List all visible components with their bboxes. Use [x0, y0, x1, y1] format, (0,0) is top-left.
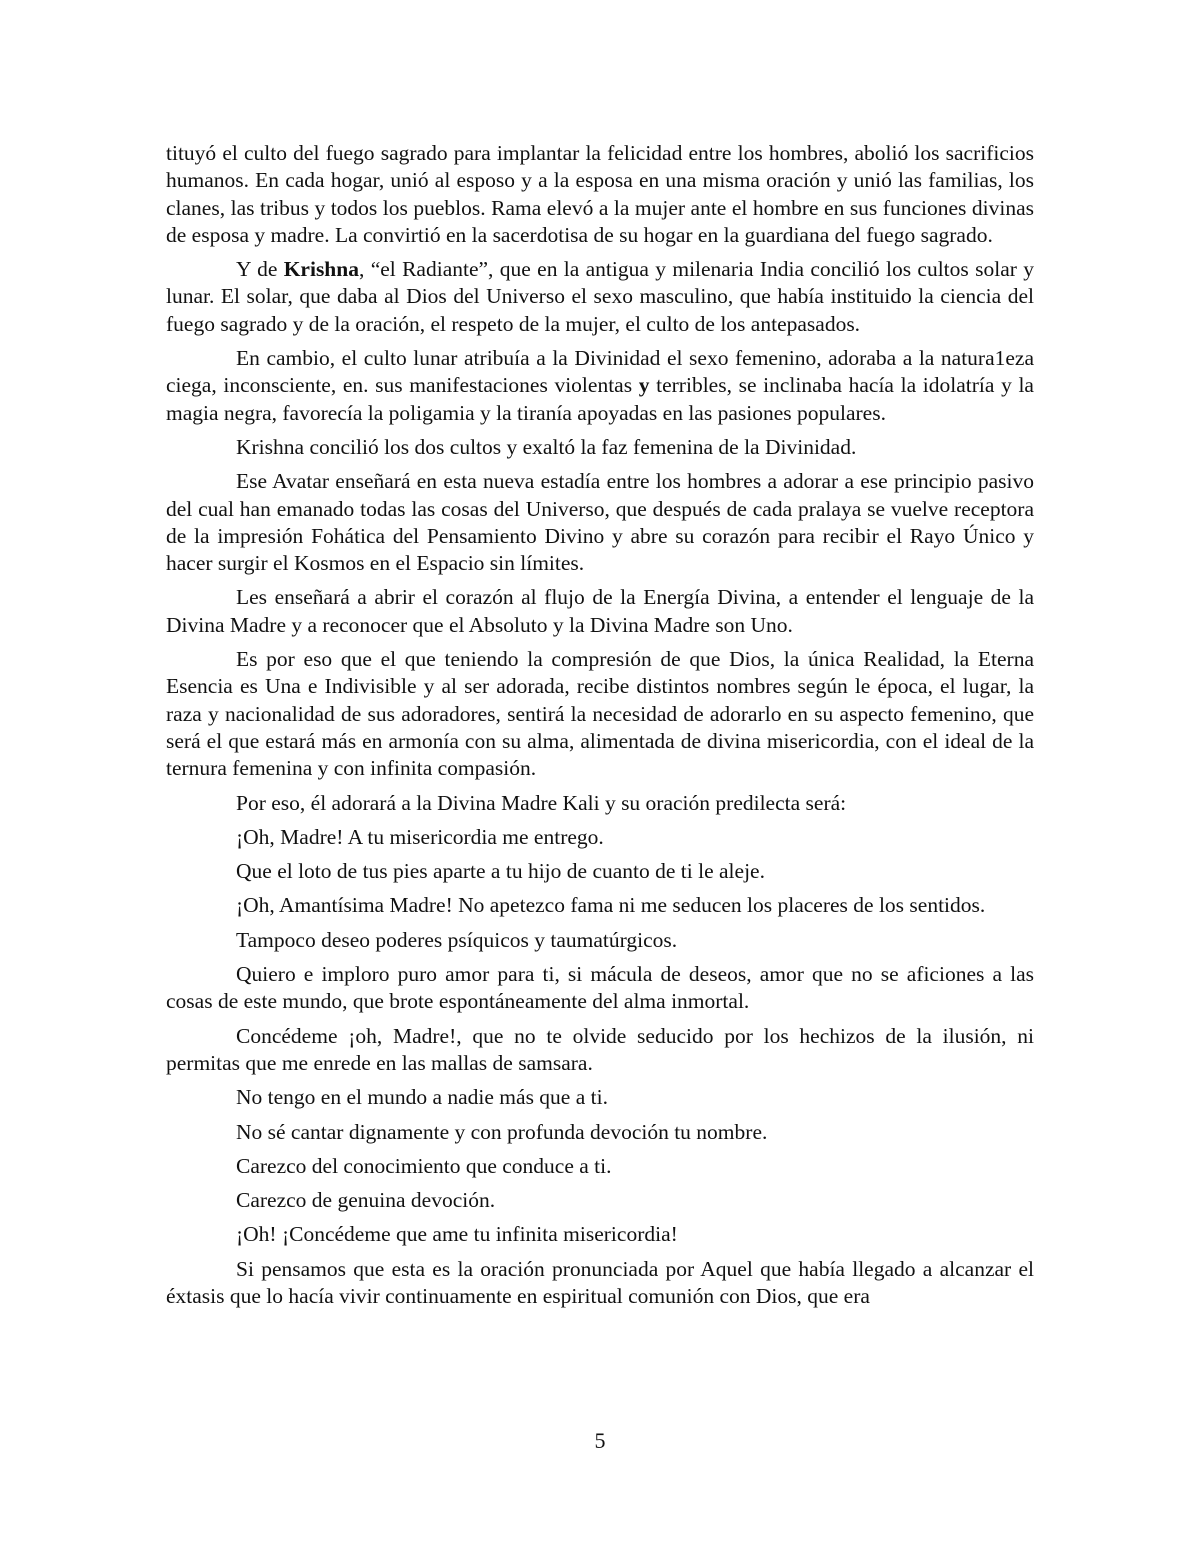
- paragraph-3-lunar-cult: [166, 345, 1034, 427]
- prayer-line-1: ¡Oh, Madre! A tu misericordia me entrego.: [236, 824, 604, 849]
- paragraph-2-rest: , “el Radiante”, que en la antigua y milenaria India concilió los cultos solar y lunar. El solar, que daba al Dios del Universo el sexo masculino, que había instituido la ciencia del fuego sagrado y de la oración, el respeto de la mujer, el culto de los antepasados.: [166, 257, 1034, 336]
- prayer-line-8: No sé cantar dignamente y con profunda devoción tu nombre.: [236, 1119, 768, 1144]
- paragraph-1: tituyó el culto del fuego sagrado para implantar la felicidad entre los hombres, abolió los sacrificios humanos. En cada hogar, unió al esposo y a la esposa en una misma oración y unió las familias, los clanes, las tribus y todos los pueblos. Rama elevó a la mujer ante el hombre en sus funciones divinas de esposa y madre. La convirtió en la sacerdotisa de su hogar en la guardiana del fuego sagrado.: [166, 141, 1034, 247]
- paragraph-5: Ese Avatar enseñará en esta nueva estadía entre los hombres a adorar a ese principio pasivo del cual han emanado todas las cosas del Universo, que después de cada pralaya se vuelve receptora de la impresión Fohática del Pensamiento Divino y abre su corazón para recibir el Rayo Único y hacer surgir el Kosmos en el Espacio sin límites.: [166, 469, 1034, 576]
- paragraph-4: Krishna concilió los dos cultos y exaltó la faz femenina de la Divinidad.: [236, 434, 857, 459]
- prayer-line-10: Carezco de genuina devoción.: [236, 1188, 496, 1213]
- prayer-line-7: No tengo en el mundo a nadie más que a ti.: [236, 1085, 608, 1110]
- paragraph-final: Si pensamos que esta es la oración pronunciada por Aquel que había llegado a alcanzar el éxtasis que lo hacía vivir continuamente en espiritual comunión con Dios, que era: [166, 1256, 1034, 1308]
- document-page: [166, 140, 1034, 1317]
- prayer-line-9: Carezco del conocimiento que conduce a ti.: [236, 1153, 612, 1178]
- paragraph-2-lead: Y de: [236, 257, 284, 282]
- paragraph-7: Es por eso que el que teniendo la compresión de que Dios, la única Realidad, la Eterna Esencia es Una e Indivisible y al ser adorada, recibe distintos nombres según le época, el lugar, la raza y nacionalidad de sus adoradores, sentirá la necesidad de adorarlo en su aspecto femenino, que será el que estará más en armonía con su alma, alimentada de divina misericordia, con el ideal de la ternura femenina y con infinita compasión.: [166, 647, 1034, 781]
- prayer-line-11: ¡Oh! ¡Concédeme que ame tu infinita misericordia!: [236, 1222, 678, 1247]
- paragraph-2-krishna: [166, 256, 1034, 338]
- prayer-line-6: Concédeme ¡oh, Madre!, que no te olvide seducido por los hechizos de la ilusión, ni permitas que me enrede en las mallas de samsara.: [166, 1023, 1034, 1075]
- paragraph-3-rest: terribles, se inclinaba hacía la idolatría y la magia negra, favorecía la poligamia y la tiranía apoyadas en las pasiones populares.: [166, 373, 1034, 425]
- paragraph-8: Por eso, él adorará a la Divina Madre Kali y su oración predilecta será:: [236, 790, 847, 815]
- prayer-line-4: Tampoco deseo poderes psíquicos y taumatúrgicos.: [236, 927, 678, 952]
- krishna-name: Krishna: [283, 257, 359, 282]
- paragraph-6: Les enseñará a abrir el corazón al flujo de la Energía Divina, a entender el lenguaje de la Divina Madre y a reconocer que el Absoluto y la Divina Madre son Uno.: [166, 585, 1034, 637]
- page-number: 5: [594, 1428, 606, 1453]
- paragraph-3-lead: En cambio, el culto lunar atribuía a la Divinidad el sexo femenino, adoraba a la natura1eza ciega, inconsciente, en. sus manifestaciones violentas: [166, 346, 1034, 398]
- prayer-line-5: Quiero e imploro puro amor para ti, si mácula de deseos, amor que no se aficiones a las cosas de este mundo, que brote espontáneamente del alma inmortal.: [166, 962, 1034, 1014]
- bold-conjunction: y: [638, 373, 650, 398]
- prayer-line-2: Que el loto de tus pies aparte a tu hijo de cuanto de ti le aleje.: [236, 859, 765, 884]
- prayer-line-3: ¡Oh, Amantísima Madre! No apetezco fama ni me seducen los placeres de los sentidos.: [236, 893, 986, 918]
